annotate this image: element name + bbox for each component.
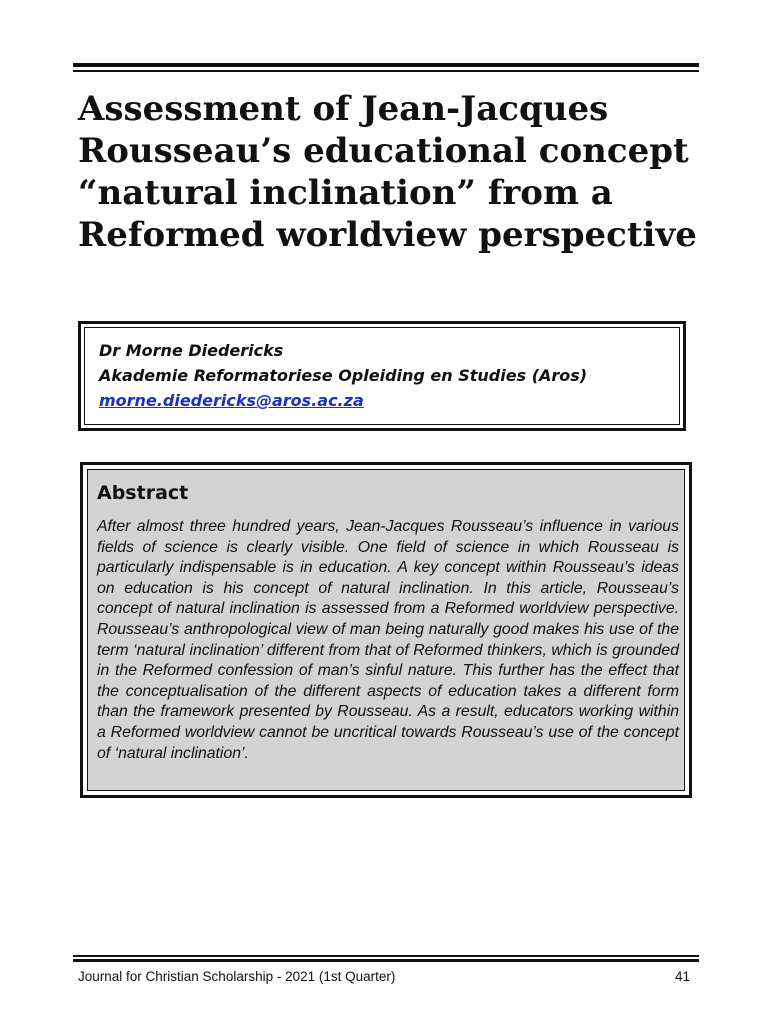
- author-email-link[interactable]: morne.diedericks@aros.ac.za: [99, 391, 364, 410]
- footer-page-number: 41: [674, 969, 690, 984]
- author-affiliation: Akademie Reformatoriese Opleiding en Studies (Aros): [99, 366, 588, 385]
- abstract-text: After almost three hundred years, Jean-Jacques Rousseau’s influence in various fields of science is clearly visible. One field of science in which Rousseau is particularly indispensable is in education. A key concept within Rousseau’s ideas on education is his concept of natural inclination. In this article, Rousseau’s concept of natural inclination is assessed from a Reformed worldview perspective. Rousseau’s anthropological view of man being naturally good makes his use of the term ‘natural inclination’ different from that of Reformed thinkers, which is grounded in the Reformed confession of man’s sinful nature. This further has the effect that the conceptualisation of the different aspects of education takes a different form than the framework presented by Rousseau. As a result, educators working within a Reformed worldview cannot be uncritical towards Rousseau’s use of the concept of ‘natural inclination’.: [97, 518, 679, 762]
- abstract-heading: Abstract: [97, 482, 189, 504]
- article-title: Assessment of Jean-Jacques Rousseau’s educational concept “natural inclination” from a Reformed worldview perspective: [78, 89, 697, 255]
- abstract-panel: [87, 469, 685, 791]
- top-rule: [73, 63, 699, 67]
- author-name: Dr Morne Diederick​s: [99, 341, 284, 360]
- bottom-rule: [73, 955, 699, 957]
- author-info: [99, 338, 587, 413]
- author-box: [78, 321, 686, 431]
- footer-journal-name: Journal for Christian Scholarship - 2021 (1st Quarter): [78, 969, 396, 984]
- abstract-box: [80, 462, 692, 798]
